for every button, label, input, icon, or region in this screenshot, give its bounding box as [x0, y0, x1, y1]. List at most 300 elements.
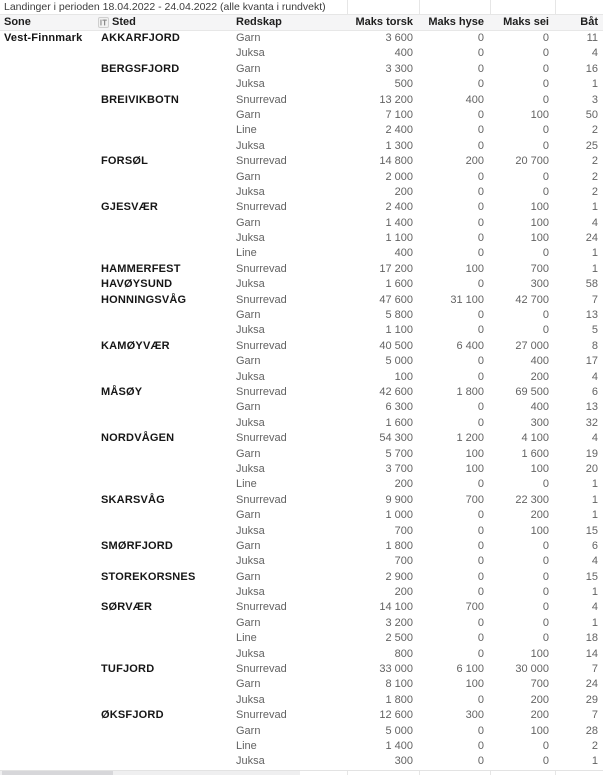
cell-maks-torsk: 1 300	[385, 139, 413, 152]
table-body	[0, 31, 603, 770]
cell-maks-sei: 100	[530, 232, 549, 245]
cell-maks-sei: 0	[542, 539, 549, 552]
cell-bat: 7	[591, 709, 598, 722]
table-row	[0, 431, 603, 446]
cell-maks-torsk: 33 000	[379, 663, 413, 676]
cell-sted	[96, 616, 232, 631]
table-row	[0, 570, 603, 585]
cell-maks-sei: 400	[530, 355, 549, 368]
cell-bat: 16	[585, 62, 598, 75]
cell-redskap: Snurrevad	[236, 663, 287, 676]
cell-maks-sei: 0	[542, 632, 549, 645]
cell-maks-hyse: 0	[477, 324, 484, 337]
table-row	[0, 647, 603, 662]
cell-maks-hyse: 0	[477, 632, 484, 645]
cell-maks-torsk: 3 200	[385, 616, 413, 629]
cell-sone	[0, 154, 96, 169]
cell-maks-sei: 0	[542, 616, 549, 629]
cell-sted	[96, 323, 232, 338]
cell-maks-torsk: 5 800	[385, 309, 413, 322]
cell-maks-torsk: 6 300	[385, 401, 413, 414]
cell-bat: 58	[585, 278, 598, 291]
cell-maks-torsk: 500	[394, 78, 413, 91]
cell-maks-hyse: 6 100	[456, 663, 484, 676]
cell-sone	[0, 93, 96, 108]
cell-redskap: Snurrevad	[236, 201, 287, 214]
table-header-row	[0, 15, 603, 31]
cell-redskap: Snurrevad	[236, 262, 287, 275]
cell-maks-sei: 30 000	[515, 663, 549, 676]
cell-bat: 50	[585, 108, 598, 121]
cell-redskap: Garn	[236, 401, 261, 414]
cell-maks-torsk: 1 100	[385, 232, 413, 245]
table-row	[0, 724, 603, 739]
cell-bat: 3	[591, 93, 598, 106]
table-row	[0, 31, 603, 46]
cell-maks-sei: 1 600	[521, 447, 549, 460]
table-row	[0, 524, 603, 539]
cell-maks-hyse: 0	[477, 616, 484, 629]
column-header-bat[interactable]: Båt	[580, 16, 598, 28]
cell-sone	[0, 462, 96, 477]
cell-redskap: Garn	[236, 447, 261, 460]
column-header-maks-torsk[interactable]: Maks torsk	[355, 16, 413, 28]
cell-maks-sei: 0	[542, 47, 549, 60]
cell-maks-hyse: 100	[465, 262, 484, 275]
cell-bat: 8	[591, 339, 598, 352]
cell-redskap: Juksa	[236, 139, 265, 152]
cell-sone	[0, 739, 96, 754]
cell-maks-sei: 0	[542, 185, 549, 198]
cell-bat: 6	[591, 539, 598, 552]
cell-sone	[0, 170, 96, 185]
cell-redskap: Juksa	[236, 693, 265, 706]
cell-sone: Vest-Finnmark	[4, 32, 83, 44]
cell-maks-torsk: 1 400	[385, 739, 413, 752]
cell-maks-sei: 300	[530, 278, 549, 291]
cell-maks-sei: 0	[542, 324, 549, 337]
table-row	[0, 462, 603, 477]
cell-redskap: Snurrevad	[236, 293, 287, 306]
cell-sone	[0, 631, 96, 646]
cell-maks-torsk: 2 400	[385, 201, 413, 214]
cell-maks-torsk: 40 500	[379, 339, 413, 352]
table-row	[0, 477, 603, 492]
cell-maks-hyse: 0	[477, 47, 484, 60]
cell-bat: 1	[591, 478, 598, 491]
cell-bat: 4	[591, 47, 598, 60]
cell-bat: 13	[585, 309, 598, 322]
cell-maks-torsk: 47 600	[379, 293, 413, 306]
cell-maks-sei: 0	[542, 78, 549, 91]
text-filter-icon[interactable]	[98, 17, 109, 28]
cell-sted	[96, 139, 232, 154]
cell-sted	[96, 77, 232, 92]
cell-sted: HAVØYSUND	[101, 278, 173, 291]
cell-bat: 1	[591, 493, 598, 506]
cell-redskap: Garn	[236, 216, 261, 229]
cell-bat: 2	[591, 185, 598, 198]
cell-sted: HONNINGSVÅG	[101, 293, 187, 306]
cell-maks-torsk: 7 100	[385, 108, 413, 121]
cell-sted	[96, 585, 232, 600]
table-row	[0, 416, 603, 431]
cell-sted	[96, 462, 232, 477]
table-row	[0, 631, 603, 646]
column-header-maks-hyse[interactable]: Maks hyse	[428, 16, 484, 28]
cell-redskap: Garn	[236, 62, 261, 75]
cell-sone	[0, 216, 96, 231]
table-row	[0, 354, 603, 369]
table-row	[0, 385, 603, 400]
cell-sted	[96, 631, 232, 646]
table-row	[0, 277, 603, 292]
table-row	[0, 370, 603, 385]
cell-maks-sei: 700	[530, 678, 549, 691]
cell-maks-torsk: 5 700	[385, 447, 413, 460]
table-row	[0, 677, 603, 692]
cell-maks-hyse: 0	[477, 524, 484, 537]
cell-sone	[0, 339, 96, 354]
cell-sted	[96, 754, 232, 769]
cell-redskap: Garn	[236, 678, 261, 691]
cell-maks-sei: 200	[530, 693, 549, 706]
horizontal-scrollbar-thumb[interactable]	[2, 771, 113, 775]
cell-maks-sei: 100	[530, 201, 549, 214]
cell-sone	[0, 108, 96, 123]
cell-maks-hyse: 0	[477, 555, 484, 568]
cell-bat: 1	[591, 78, 598, 91]
cell-sted: BREIVIKBOTN	[101, 93, 179, 106]
table-row	[0, 554, 603, 569]
cell-maks-torsk: 2 900	[385, 570, 413, 583]
column-header-sted-label: Sted	[112, 16, 136, 28]
cell-sted: FORSØL	[101, 155, 149, 168]
cell-maks-torsk: 1 600	[385, 278, 413, 291]
table-row	[0, 154, 603, 169]
cell-sone	[0, 554, 96, 569]
cell-bat: 1	[591, 509, 598, 522]
cell-maks-sei: 0	[542, 755, 549, 768]
cell-redskap: Snurrevad	[236, 493, 287, 506]
cell-sone	[0, 493, 96, 508]
cell-redskap: Juksa	[236, 232, 265, 245]
cell-bat: 32	[585, 416, 598, 429]
cell-maks-sei: 0	[542, 555, 549, 568]
cell-maks-hyse: 0	[477, 370, 484, 383]
cell-sted	[96, 447, 232, 462]
cell-maks-sei: 20 700	[515, 155, 549, 168]
cell-redskap: Garn	[236, 309, 261, 322]
cell-sone	[0, 647, 96, 662]
cell-sone	[0, 308, 96, 323]
cell-maks-sei: 300	[530, 416, 549, 429]
cell-sted	[96, 647, 232, 662]
cell-maks-torsk: 14 100	[379, 601, 413, 614]
table-row	[0, 77, 603, 92]
title-grid-cell	[419, 0, 490, 14]
cell-maks-hyse: 6 400	[456, 339, 484, 352]
table-row	[0, 262, 603, 277]
cell-maks-sei: 22 300	[515, 493, 549, 506]
cell-bat: 6	[591, 385, 598, 398]
table-row	[0, 108, 603, 123]
cell-maks-sei: 100	[530, 524, 549, 537]
cell-bat: 20	[585, 462, 598, 475]
table-row	[0, 246, 603, 261]
cell-sted	[96, 123, 232, 138]
cell-maks-hyse: 0	[477, 124, 484, 137]
cell-bat: 4	[591, 555, 598, 568]
cell-maks-hyse: 0	[477, 478, 484, 491]
cell-maks-torsk: 700	[394, 555, 413, 568]
cell-maks-sei: 0	[542, 124, 549, 137]
cell-maks-sei: 200	[530, 709, 549, 722]
cell-sted: NORDVÅGEN	[101, 432, 175, 445]
cell-bat: 4	[591, 216, 598, 229]
cell-redskap: Juksa	[236, 278, 265, 291]
table-row	[0, 123, 603, 138]
cell-maks-hyse: 0	[477, 32, 484, 44]
cell-bat: 2	[591, 739, 598, 752]
cell-sone	[0, 385, 96, 400]
cell-redskap: Garn	[236, 724, 261, 737]
cell-redskap: Snurrevad	[236, 601, 287, 614]
cell-maks-sei: 0	[542, 170, 549, 183]
title-grid-cell	[490, 0, 555, 14]
cell-redskap: Garn	[236, 355, 261, 368]
cell-sted: SKARSVÅG	[101, 493, 165, 506]
cell-sted	[96, 308, 232, 323]
cell-maks-torsk: 200	[394, 185, 413, 198]
cell-sone	[0, 323, 96, 338]
cell-redskap: Juksa	[236, 185, 265, 198]
cell-maks-sei: 100	[530, 108, 549, 121]
cell-maks-sei: 69 500	[515, 385, 549, 398]
column-header-sted[interactable]	[96, 15, 232, 30]
cell-bat: 29	[585, 693, 598, 706]
table-row	[0, 600, 603, 615]
cell-sted	[96, 524, 232, 539]
cell-redskap: Juksa	[236, 555, 265, 568]
cell-sted	[96, 724, 232, 739]
cell-redskap: Juksa	[236, 416, 265, 429]
cell-maks-torsk: 42 600	[379, 385, 413, 398]
cell-maks-sei: 42 700	[515, 293, 549, 306]
cell-maks-sei: 0	[542, 247, 549, 260]
cell-maks-hyse: 100	[465, 447, 484, 460]
table-row	[0, 293, 603, 308]
table-row	[0, 754, 603, 769]
cell-sone	[0, 570, 96, 585]
title-grid-cell	[347, 0, 419, 14]
cell-sted: AKKARFJORD	[101, 32, 180, 44]
table-row	[0, 339, 603, 354]
cell-sted	[96, 108, 232, 123]
cell-maks-sei: 0	[542, 62, 549, 75]
cell-redskap: Line	[236, 124, 257, 137]
cell-maks-torsk: 2 500	[385, 632, 413, 645]
cell-bat: 1	[591, 586, 598, 599]
cell-sted: HAMMERFEST	[101, 262, 181, 275]
cell-bat: 15	[585, 524, 598, 537]
cell-maks-torsk: 1 000	[385, 509, 413, 522]
bottom-strip	[0, 770, 603, 775]
cell-sone	[0, 62, 96, 77]
cell-sone	[0, 524, 96, 539]
table-row	[0, 185, 603, 200]
table-row	[0, 139, 603, 154]
table-row	[0, 62, 603, 77]
cell-sone	[0, 539, 96, 554]
cell-bat: 4	[591, 370, 598, 383]
cell-maks-sei: 0	[542, 601, 549, 614]
cell-maks-hyse: 0	[477, 539, 484, 552]
cell-bat: 18	[585, 632, 598, 645]
cell-maks-torsk: 300	[394, 755, 413, 768]
cell-maks-hyse: 0	[477, 139, 484, 152]
cell-maks-hyse: 0	[477, 108, 484, 121]
table-row	[0, 46, 603, 61]
report-title: Landinger i perioden 18.04.2022 - 24.04.2022 (alle kvanta i rundvekt)	[4, 1, 326, 13]
cell-maks-torsk: 800	[394, 647, 413, 660]
cell-sone	[0, 277, 96, 292]
cell-maks-torsk: 17 200	[379, 262, 413, 275]
table-row	[0, 308, 603, 323]
cell-maks-hyse: 0	[477, 739, 484, 752]
cell-maks-sei: 100	[530, 462, 549, 475]
cell-redskap: Snurrevad	[236, 93, 287, 106]
cell-sted	[96, 216, 232, 231]
cell-maks-sei: 700	[530, 262, 549, 275]
cell-sted	[96, 693, 232, 708]
table-row	[0, 662, 603, 677]
cell-sone	[0, 200, 96, 215]
cell-redskap: Snurrevad	[236, 155, 287, 168]
cell-maks-sei: 0	[542, 93, 549, 106]
cell-bat: 14	[585, 647, 598, 660]
cell-maks-sei: 200	[530, 370, 549, 383]
cell-maks-hyse: 0	[477, 355, 484, 368]
cell-sone	[0, 708, 96, 723]
cell-bat: 13	[585, 401, 598, 414]
cell-maks-sei: 0	[542, 570, 549, 583]
column-header-maks-sei[interactable]: Maks sei	[503, 16, 549, 28]
report-title-row	[0, 0, 603, 15]
cell-maks-hyse: 400	[465, 93, 484, 106]
table-row	[0, 708, 603, 723]
cell-sted	[96, 508, 232, 523]
cell-bat: 1	[591, 262, 598, 275]
cell-maks-hyse: 200	[465, 155, 484, 168]
cell-bat: 17	[585, 355, 598, 368]
cell-sone	[0, 754, 96, 769]
cell-maks-hyse: 1 800	[456, 385, 484, 398]
cell-bat: 1	[591, 755, 598, 768]
cell-sone	[0, 139, 96, 154]
cell-maks-hyse: 0	[477, 693, 484, 706]
cell-maks-hyse: 0	[477, 278, 484, 291]
cell-maks-hyse: 0	[477, 170, 484, 183]
cell-sted	[96, 739, 232, 754]
cell-maks-torsk: 100	[394, 370, 413, 383]
cell-sted	[96, 231, 232, 246]
cell-maks-torsk: 1 800	[385, 539, 413, 552]
cell-maks-sei: 0	[542, 139, 549, 152]
cell-sone	[0, 585, 96, 600]
cell-maks-hyse: 0	[477, 62, 484, 75]
cell-maks-torsk: 13 200	[379, 93, 413, 106]
cell-sted	[96, 677, 232, 692]
column-header-redskap[interactable]: Redskap	[236, 16, 282, 28]
table-row	[0, 616, 603, 631]
cell-sted	[96, 246, 232, 261]
cell-sone	[0, 246, 96, 261]
cell-sted: GJESVÆR	[101, 201, 159, 214]
table-row	[0, 447, 603, 462]
cell-redskap: Garn	[236, 32, 261, 44]
cell-sted: TUFJORD	[101, 663, 155, 676]
cell-redskap: Garn	[236, 509, 261, 522]
cell-redskap: Juksa	[236, 47, 265, 60]
cell-sone	[0, 400, 96, 415]
cell-maks-sei: 100	[530, 216, 549, 229]
cell-maks-hyse: 0	[477, 401, 484, 414]
cell-sted	[96, 400, 232, 415]
cell-sted	[96, 185, 232, 200]
cell-sone	[0, 447, 96, 462]
cell-sone	[0, 477, 96, 492]
cell-sone	[0, 185, 96, 200]
cell-maks-hyse: 700	[465, 493, 484, 506]
cell-redskap: Line	[236, 739, 257, 752]
cell-bat: 19	[585, 447, 598, 460]
cell-maks-hyse: 100	[465, 678, 484, 691]
cell-redskap: Garn	[236, 539, 261, 552]
cell-maks-torsk: 1 100	[385, 324, 413, 337]
cell-sone	[0, 693, 96, 708]
cell-sted	[96, 170, 232, 185]
cell-bat: 1	[591, 201, 598, 214]
cell-maks-sei: 400	[530, 401, 549, 414]
cell-redskap: Juksa	[236, 586, 265, 599]
cell-maks-hyse: 0	[477, 185, 484, 198]
cell-maks-sei: 4 100	[521, 432, 549, 445]
cell-redskap: Garn	[236, 616, 261, 629]
cell-redskap: Juksa	[236, 647, 265, 660]
cell-sted	[96, 46, 232, 61]
cell-bat: 11	[586, 32, 598, 44]
table-row	[0, 508, 603, 523]
cell-redskap: Garn	[236, 570, 261, 583]
cell-maks-torsk: 200	[394, 478, 413, 491]
cell-bat: 24	[585, 232, 598, 245]
cell-sone	[0, 616, 96, 631]
table-row	[0, 93, 603, 108]
cell-redskap: Garn	[236, 108, 261, 121]
cell-sone	[0, 354, 96, 369]
cell-maks-sei: 0	[542, 32, 549, 44]
cell-maks-sei: 200	[530, 509, 549, 522]
cell-bat: 2	[591, 124, 598, 137]
cell-maks-hyse: 0	[477, 247, 484, 260]
cell-maks-torsk: 2 400	[385, 124, 413, 137]
table-row	[0, 216, 603, 231]
column-header-sone[interactable]: Sone	[4, 16, 31, 28]
cell-bat: 25	[585, 139, 598, 152]
cell-maks-sei: 100	[530, 647, 549, 660]
cell-maks-torsk: 3 300	[385, 62, 413, 75]
